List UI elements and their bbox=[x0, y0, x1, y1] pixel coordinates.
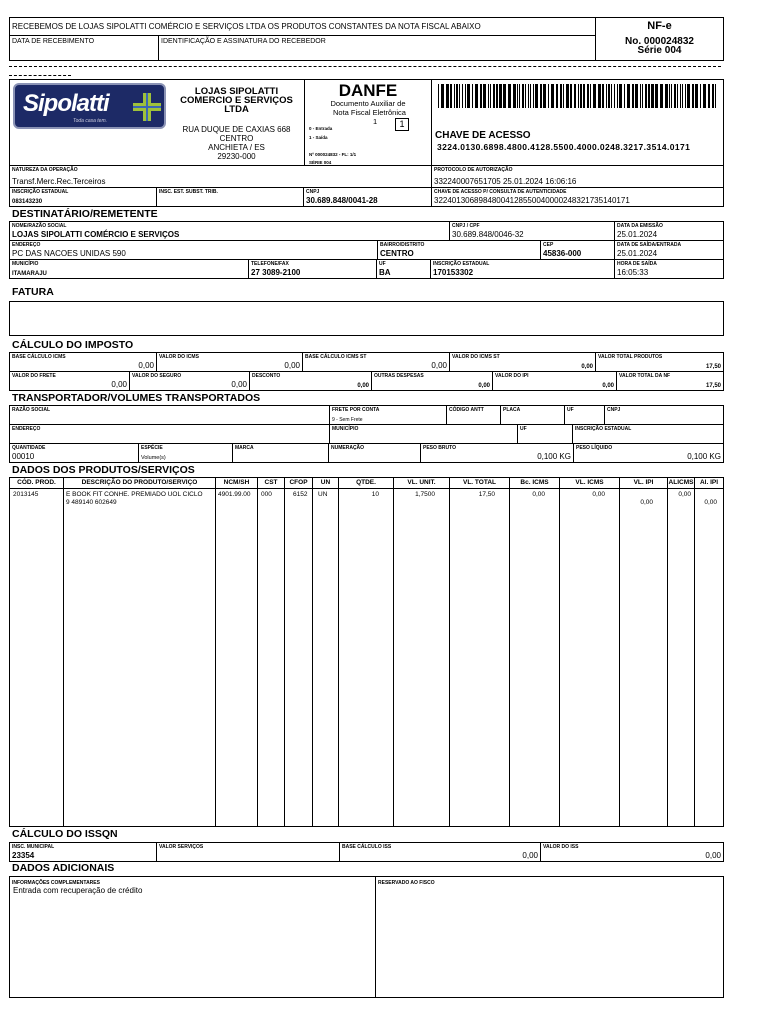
dest-ie-label: INSCRIÇÃO ESTADUAL bbox=[433, 261, 490, 267]
barcode-bar bbox=[627, 84, 630, 108]
chave-consulta-value: 32240130689848004128550040000248321735140171 bbox=[434, 196, 630, 205]
dest-fone-value: 27 3089-2100 bbox=[251, 268, 301, 277]
dest-hora-label: HORA DE SAÍDA bbox=[617, 261, 657, 267]
issuer-address-1: RUA DUQUE DE CAXIAS 668 bbox=[182, 125, 291, 134]
base-icms-value: 0,00 bbox=[138, 361, 154, 370]
cnpj-cell bbox=[303, 187, 432, 207]
receipt-text: RECEBEMOS DE LOJAS SIPOLATTI COMÉRCIO E SERVIÇOS LTDA OS PRODUTOS CONSTANTES DA NOTA FISCAL ABAIXO bbox=[12, 22, 481, 31]
barcode-bar bbox=[655, 84, 658, 108]
transp-bruto-value: 0,100 KG bbox=[537, 452, 571, 461]
nfe-box bbox=[595, 17, 724, 61]
natureza-value: Transf.Merc.Rec.Terceiros bbox=[12, 177, 106, 186]
transp-endereco-label: ENDEREÇO bbox=[12, 426, 41, 432]
transp-numeracao-label: NUMERAÇÃO bbox=[331, 445, 365, 451]
dest-nome-cell bbox=[9, 221, 450, 241]
danfe-serie-line: SÉRIE 004 bbox=[309, 160, 332, 165]
ipi-value: 0,00 bbox=[602, 383, 614, 389]
dest-ie-cell bbox=[430, 259, 615, 279]
transp-qtd-cell bbox=[9, 443, 139, 463]
logo-tagline: Toda casa tem. bbox=[73, 118, 108, 124]
protocolo-value: 332240007651705 25.01.2024 16:06:16 bbox=[434, 177, 577, 186]
natureza-label: NATUREZA DA OPERAÇÃO bbox=[12, 167, 78, 173]
barcode-bar bbox=[593, 84, 596, 108]
desconto-cell bbox=[249, 371, 372, 391]
barcode-bar bbox=[619, 84, 622, 108]
issuer-address-3: ANCHIETA / ES bbox=[208, 143, 265, 152]
row-vtotal: 17,50 bbox=[478, 491, 495, 498]
barcode-bar bbox=[640, 84, 641, 108]
barcode-bar bbox=[566, 84, 569, 108]
danfe-subtitle-2: Nota Fiscal Eletrônica bbox=[333, 108, 406, 117]
row-bc-icms: 0,00 bbox=[532, 491, 545, 498]
th-cfop: CFOP bbox=[285, 478, 313, 488]
danfe-subtitle-1: Documento Auxiliar de bbox=[330, 99, 406, 108]
ie-st-label: INSC. EST. SUBST. TRIB. bbox=[159, 189, 218, 195]
base-st-cell bbox=[302, 352, 450, 372]
barcode-bar bbox=[642, 84, 643, 108]
access-key-title: CHAVE DE ACESSO bbox=[435, 130, 531, 141]
barcode-bar bbox=[574, 84, 576, 108]
transportador-title: TRANSPORTADOR/VOLUMES TRANSPORTADOS bbox=[12, 392, 261, 404]
cut-line-2 bbox=[9, 75, 71, 76]
transp-placa-label: PLACA bbox=[503, 407, 521, 413]
barcode-bar bbox=[456, 84, 458, 108]
dest-endereco-value: PC DAS NACOES UNIDAS 590 bbox=[12, 249, 126, 258]
barcode-bar bbox=[528, 84, 529, 108]
seguro-value: 0,00 bbox=[231, 380, 247, 389]
transp-placa-cell bbox=[500, 405, 565, 425]
row-desc-2: 9 489140 602649 bbox=[66, 499, 117, 506]
issqn-valor-value: 0,00 bbox=[705, 851, 721, 860]
transp-frete-cell bbox=[329, 405, 447, 425]
transp-municipio-cell bbox=[329, 424, 518, 444]
frete-label: VALOR DO FRETE bbox=[12, 373, 56, 379]
dest-emissao-cell bbox=[614, 221, 724, 241]
barcode-bar bbox=[580, 84, 582, 108]
issqn-valor-label: VALOR DO ISS bbox=[543, 844, 579, 850]
barcode-bar bbox=[540, 84, 542, 108]
barcode-bar bbox=[703, 84, 706, 108]
row-cfop: 6152 bbox=[293, 491, 308, 498]
issqn-insc-value: 23354 bbox=[12, 851, 35, 860]
fisco-cell bbox=[375, 876, 724, 998]
barcode-bar bbox=[632, 84, 634, 108]
valor-st-value: 0,00 bbox=[581, 364, 593, 370]
desconto-value: 0,00 bbox=[357, 383, 369, 389]
dest-uf-value: BA bbox=[379, 268, 391, 277]
barcode-bar bbox=[611, 84, 612, 108]
outras-label: OUTRAS DESPESAS bbox=[374, 373, 424, 379]
transp-uf2-cell bbox=[517, 424, 573, 444]
dest-uf-cell bbox=[376, 259, 431, 279]
barcode-bar bbox=[530, 84, 531, 108]
barcode-bar bbox=[525, 84, 526, 108]
access-key-box bbox=[431, 79, 724, 166]
transp-bruto-label: PESO BRUTO bbox=[423, 445, 456, 451]
ipi-cell bbox=[492, 371, 617, 391]
barcode-bar bbox=[624, 84, 625, 108]
fisco-label: RESERVADO AO FISCO bbox=[378, 880, 435, 886]
barcode-bar bbox=[438, 84, 439, 108]
barcode-bar bbox=[608, 84, 610, 108]
th-cod: CÓD. PROD. bbox=[10, 478, 64, 488]
dest-hora-cell bbox=[614, 259, 724, 279]
danfe-entrada: 0 - Entrada bbox=[309, 126, 333, 131]
row-cod: 2013145 bbox=[13, 491, 39, 498]
total-prod-value: 17,50 bbox=[705, 364, 721, 370]
seguro-label: VALOR DO SEGURO bbox=[132, 373, 182, 379]
receipt-date-label: DATA DE RECEBIMENTO bbox=[12, 38, 95, 45]
barcode-bar bbox=[598, 84, 601, 108]
th-vunit: VL. UNIT. bbox=[394, 478, 450, 488]
barcode-bar bbox=[695, 84, 698, 108]
dest-fone-label: TELEFONE/FAX bbox=[251, 261, 289, 267]
receipt-signature-label: IDENTIFICAÇÃO E ASSINATURA DO RECEBEDOR bbox=[161, 38, 326, 45]
destinatario-title: DESTINATÁRIO/REMETENTE bbox=[12, 208, 158, 220]
dest-municipio-value: ITAMARAJU bbox=[12, 271, 47, 277]
barcode-bar bbox=[543, 84, 546, 108]
base-icms-label: BASE CÁLCULO ICMS bbox=[12, 354, 66, 360]
barcode-bar bbox=[462, 84, 463, 108]
th-vl-icms: VL. ICMS bbox=[560, 478, 620, 488]
issqn-base-value: 0,00 bbox=[522, 851, 538, 860]
dest-saida-label: DATA DE SAÍDA/ENTRADA bbox=[617, 242, 682, 248]
produtos-title: DADOS DOS PRODUTOS/SERVIÇOS bbox=[12, 464, 195, 476]
barcode-bar bbox=[517, 84, 518, 108]
transp-frete-value: 9 - Sem Frete bbox=[332, 417, 363, 423]
adicionais-title: DADOS ADICIONAIS bbox=[12, 862, 115, 874]
transp-qtd-value: 00010 bbox=[12, 452, 35, 461]
issuer-box bbox=[9, 79, 305, 166]
issqn-base-label: BASE CÁLCULO ISS bbox=[342, 844, 392, 850]
barcode-bar bbox=[692, 84, 694, 108]
barcode-bar bbox=[583, 84, 585, 108]
barcode-bar bbox=[635, 84, 638, 108]
dest-saida-cell bbox=[614, 240, 724, 260]
cut-line bbox=[9, 66, 721, 67]
barcode-bar bbox=[680, 84, 681, 108]
barcode-bar bbox=[472, 84, 473, 108]
transp-liquido-value: 0,100 KG bbox=[687, 452, 721, 461]
barcode-bar bbox=[556, 84, 558, 108]
barcode-bar bbox=[614, 84, 615, 108]
row-vunit: 1,7500 bbox=[415, 491, 435, 498]
danfe-number-line: Nº 000024832 - FL: 1/1 bbox=[309, 152, 357, 157]
dest-municipio-cell bbox=[9, 259, 249, 279]
transp-bruto-cell bbox=[420, 443, 574, 463]
ie-label: INSCRIÇÃO ESTADUAL bbox=[12, 189, 69, 195]
transp-uf-cell bbox=[564, 405, 605, 425]
barcode bbox=[438, 84, 718, 108]
barcode-bar bbox=[441, 84, 444, 108]
barcode-bar bbox=[560, 84, 562, 108]
transp-cnpj-cell bbox=[604, 405, 724, 425]
barcode-bar bbox=[450, 84, 452, 108]
dest-cnpj-label: CNPJ / CPF bbox=[452, 223, 480, 229]
row-alicms: 0,00 bbox=[678, 491, 691, 498]
transp-razao-label: RAZÃO SOCIAL bbox=[12, 407, 51, 413]
protocolo-label: PROTOCOLO DE AUTORIZAÇÃO bbox=[434, 167, 513, 173]
dest-cep-value: 45836-000 bbox=[543, 249, 582, 258]
receipt-stub bbox=[9, 17, 596, 61]
transp-endereco-cell bbox=[9, 424, 330, 444]
dest-cnpj-value: 30.689.848/0046-32 bbox=[452, 230, 524, 239]
imposto-title: CÁLCULO DO IMPOSTO bbox=[12, 339, 134, 351]
total-prod-label: VALOR TOTAL PRODUTOS bbox=[598, 354, 663, 360]
barcode-bar bbox=[519, 84, 520, 108]
dest-endereco-label: ENDEREÇO bbox=[12, 242, 41, 248]
nfe-serie: Série 004 bbox=[637, 45, 682, 56]
row-cst: 000 bbox=[261, 491, 272, 498]
valor-st-cell bbox=[449, 352, 596, 372]
issqn-title: CÁLCULO DO ISSQN bbox=[12, 828, 118, 840]
seguro-cell bbox=[129, 371, 250, 391]
issqn-serv-cell bbox=[156, 842, 340, 862]
transp-especie-value: Volume(s) bbox=[141, 455, 166, 461]
barcode-bar bbox=[508, 84, 511, 108]
row-qtde: 10 bbox=[371, 491, 379, 498]
row-alipi: 0,00 bbox=[704, 499, 717, 506]
issqn-valor-cell bbox=[540, 842, 724, 862]
danfe-title: DANFE bbox=[338, 81, 398, 100]
th-qtde: QTDE. bbox=[339, 478, 394, 488]
products-table bbox=[9, 477, 724, 827]
natureza-cell bbox=[9, 165, 432, 188]
dest-bairro-value: CENTRO bbox=[380, 249, 414, 258]
transp-frete-label: FRETE POR CONTA bbox=[332, 407, 380, 413]
dest-cep-cell bbox=[540, 240, 615, 260]
valor-st-label: VALOR DO ICMS ST bbox=[452, 354, 500, 360]
barcode-bar bbox=[669, 84, 670, 108]
barcode-bar bbox=[570, 84, 572, 108]
dest-saida-value: 25.01.2024 bbox=[617, 249, 658, 258]
total-nf-cell bbox=[616, 371, 724, 391]
barcode-bar bbox=[682, 84, 683, 108]
barcode-bar bbox=[513, 84, 516, 108]
dest-bairro-cell bbox=[377, 240, 541, 260]
protocolo-cell bbox=[431, 165, 724, 188]
transp-especie-label: ESPÉCIE bbox=[141, 445, 163, 451]
barcode-bar bbox=[503, 84, 506, 108]
transp-cnpj-label: CNPJ bbox=[607, 407, 621, 413]
total-nf-label: VALOR TOTAL DA NF bbox=[619, 373, 671, 379]
barcode-bar bbox=[454, 84, 455, 108]
danfe-saida: 1 - Saída bbox=[309, 135, 328, 140]
transp-municipio-label: MUNICÍPIO bbox=[332, 426, 359, 432]
danfe-type-box: 1 bbox=[395, 118, 409, 131]
barcode-bar bbox=[480, 84, 482, 108]
ie-cell bbox=[9, 187, 157, 207]
barcode-bar bbox=[533, 84, 534, 108]
barcode-bar bbox=[499, 84, 502, 108]
barcode-bar bbox=[602, 84, 604, 108]
valor-icms-value: 0,00 bbox=[284, 361, 300, 370]
outras-value: 0,00 bbox=[478, 383, 490, 389]
issuer-name: LOJAS SIPOLATTI COMERCIO E SERVIÇOS LTDA bbox=[180, 86, 293, 115]
chave-consulta-cell bbox=[431, 187, 724, 207]
barcode-bar bbox=[578, 84, 579, 108]
ipi-label: VALOR DO IPI bbox=[495, 373, 529, 379]
barcode-bar bbox=[617, 84, 618, 108]
row-vl-ipi: 0,00 bbox=[640, 499, 653, 506]
info-compl-value: Entrada com recuperação de crédito bbox=[13, 886, 143, 895]
row-un: UN bbox=[318, 491, 328, 498]
transp-ie-cell bbox=[572, 424, 724, 444]
base-st-label: BASE CÁLCULO ICMS ST bbox=[305, 354, 367, 360]
th-vl-ipi: VL. IPI bbox=[620, 478, 668, 488]
th-alipi: Al. IPI bbox=[699, 479, 719, 486]
row-vl-icms: 0,00 bbox=[592, 491, 605, 498]
barcode-bar bbox=[522, 84, 524, 108]
barcode-bar bbox=[674, 84, 676, 108]
transp-razao-cell bbox=[9, 405, 330, 425]
barcode-bar bbox=[606, 84, 607, 108]
total-nf-value: 17,50 bbox=[705, 383, 721, 389]
access-key-value: 3224.0130.6898.4800.4128.5500.4000.0248.3217.3514.0171 bbox=[437, 142, 691, 152]
row-ncm: 4901.99.00 bbox=[218, 491, 251, 498]
barcode-bar bbox=[665, 84, 668, 108]
dest-uf-label: UF bbox=[379, 261, 386, 267]
total-prod-cell bbox=[595, 352, 724, 372]
transp-antt-cell bbox=[446, 405, 501, 425]
th-un: UN bbox=[313, 478, 339, 488]
transp-liquido-label: PESO LÍQUIDO bbox=[576, 445, 613, 451]
issqn-serv-label: VALOR SERVIÇOS bbox=[159, 844, 204, 850]
barcode-bar bbox=[483, 84, 486, 108]
barcode-bar bbox=[488, 84, 489, 108]
issqn-insc-cell bbox=[9, 842, 157, 862]
fatura-box bbox=[9, 301, 724, 336]
barcode-bar bbox=[563, 84, 564, 108]
danfe-subtitle-3: 1 bbox=[373, 117, 378, 126]
transp-ie-label: INSCRIÇÃO ESTADUAL bbox=[575, 426, 632, 432]
ie-st-cell bbox=[156, 187, 304, 207]
barcode-bar bbox=[475, 84, 478, 108]
th-cst: CST bbox=[258, 478, 285, 488]
barcode-bar bbox=[651, 84, 654, 108]
barcode-bar bbox=[551, 84, 554, 108]
transp-uf-label: UF bbox=[567, 407, 574, 413]
dest-municipio-label: MUNICÍPIO bbox=[12, 261, 39, 267]
transp-antt-label: CÓDIGO ANTT bbox=[449, 407, 484, 413]
base-icms-cell bbox=[9, 352, 157, 372]
barcode-bar bbox=[687, 84, 690, 108]
dest-cep-label: CEP bbox=[543, 242, 554, 248]
danfe-box bbox=[304, 79, 432, 166]
barcode-bar bbox=[700, 84, 701, 108]
barcode-bar bbox=[467, 84, 470, 108]
transp-marca-cell bbox=[232, 443, 329, 463]
dest-endereco-cell bbox=[9, 240, 378, 260]
dest-hora-value: 16:05:33 bbox=[617, 268, 649, 277]
info-compl-cell bbox=[9, 876, 376, 998]
barcode-bar bbox=[671, 84, 672, 108]
barcode-bar bbox=[465, 84, 466, 108]
barcode-bar bbox=[677, 84, 678, 108]
issqn-base-cell bbox=[339, 842, 541, 862]
barcode-bar bbox=[446, 84, 449, 108]
barcode-bar bbox=[645, 84, 647, 108]
barcode-bar bbox=[685, 84, 686, 108]
issqn-insc-label: INSC. MUNICIPAL bbox=[12, 844, 55, 850]
dest-nome-label: NOME/RAZÃO SOCIAL bbox=[12, 223, 67, 229]
outras-cell bbox=[371, 371, 493, 391]
barcode-bar bbox=[660, 84, 663, 108]
th-vtotal: VL. TOTAL bbox=[450, 478, 510, 488]
valor-icms-label: VALOR DO ICMS bbox=[159, 354, 199, 360]
desconto-label: DESCONTO bbox=[252, 373, 281, 379]
chave-consulta-label: CHAVE DE ACESSO P/ CONSULTA DE AUTENTICIDADE bbox=[434, 189, 567, 195]
info-compl-label: INFORMAÇÕES COMPLEMENTARES bbox=[12, 880, 100, 886]
nfe-title: NF-e bbox=[647, 20, 672, 32]
barcode-bar bbox=[548, 84, 549, 108]
barcode-bar bbox=[490, 84, 491, 108]
barcode-bar bbox=[493, 84, 495, 108]
row-desc-1: E BOOK FIT CONHE. PREMIADO UOL CICLO bbox=[66, 491, 203, 498]
th-desc: DESCRIÇÃO DO PRODUTO/SERVIÇO bbox=[64, 478, 216, 488]
logo-wordmark: Sipolatti bbox=[23, 90, 109, 117]
transp-numeracao-cell bbox=[328, 443, 421, 463]
company-logo bbox=[13, 83, 166, 129]
dest-cnpj-cell bbox=[449, 221, 615, 241]
barcode-bar bbox=[459, 84, 460, 108]
barcode-bar bbox=[708, 84, 710, 108]
base-st-value: 0,00 bbox=[431, 361, 447, 370]
barcode-bar bbox=[535, 84, 538, 108]
ie-value: 083143230 bbox=[12, 199, 43, 205]
dest-emissao-label: DATA DA EMISSÃO bbox=[617, 223, 663, 229]
issuer-address-4: 29230-000 bbox=[217, 152, 256, 161]
dest-ie-value: 170153302 bbox=[433, 268, 474, 277]
barcode-bar bbox=[648, 84, 650, 108]
fatura-title: FATURA bbox=[12, 286, 54, 298]
cnpj-label: CNPJ bbox=[306, 189, 320, 195]
th-alicms: ALICMS bbox=[668, 479, 694, 486]
valor-icms-cell bbox=[156, 352, 303, 372]
transp-liquido-cell bbox=[573, 443, 724, 463]
transp-marca-label: MARCA bbox=[235, 445, 254, 451]
barcode-bar bbox=[587, 84, 589, 108]
dest-fone-cell bbox=[248, 259, 377, 279]
dest-nome-value: LOJAS SIPOLATTI COMÉRCIO E SERVIÇOS bbox=[12, 230, 180, 239]
barcode-bar bbox=[715, 84, 716, 108]
dest-emissao-value: 25.01.2024 bbox=[617, 230, 658, 239]
barcode-bar bbox=[590, 84, 591, 108]
logo-plus-icon bbox=[133, 93, 161, 121]
issuer-address-2: CENTRO bbox=[219, 134, 254, 143]
dest-bairro-label: BAIRRO/DISTRITO bbox=[380, 242, 425, 248]
barcode-bar bbox=[496, 84, 498, 108]
transp-uf2-label: UF bbox=[520, 426, 527, 432]
cnpj-value: 30.689.848/0041-28 bbox=[306, 196, 378, 205]
th-ncm: NCM/SH bbox=[216, 478, 258, 488]
frete-value: 0,00 bbox=[111, 380, 127, 389]
frete-cell bbox=[9, 371, 130, 391]
transp-especie-cell bbox=[138, 443, 233, 463]
barcode-bar bbox=[712, 84, 714, 108]
th-bc-icms: Bc. ICMS bbox=[510, 478, 560, 488]
transp-qtd-label: QUANTIDADE bbox=[12, 445, 46, 451]
nfe-number: No. 000024832 bbox=[625, 36, 694, 47]
